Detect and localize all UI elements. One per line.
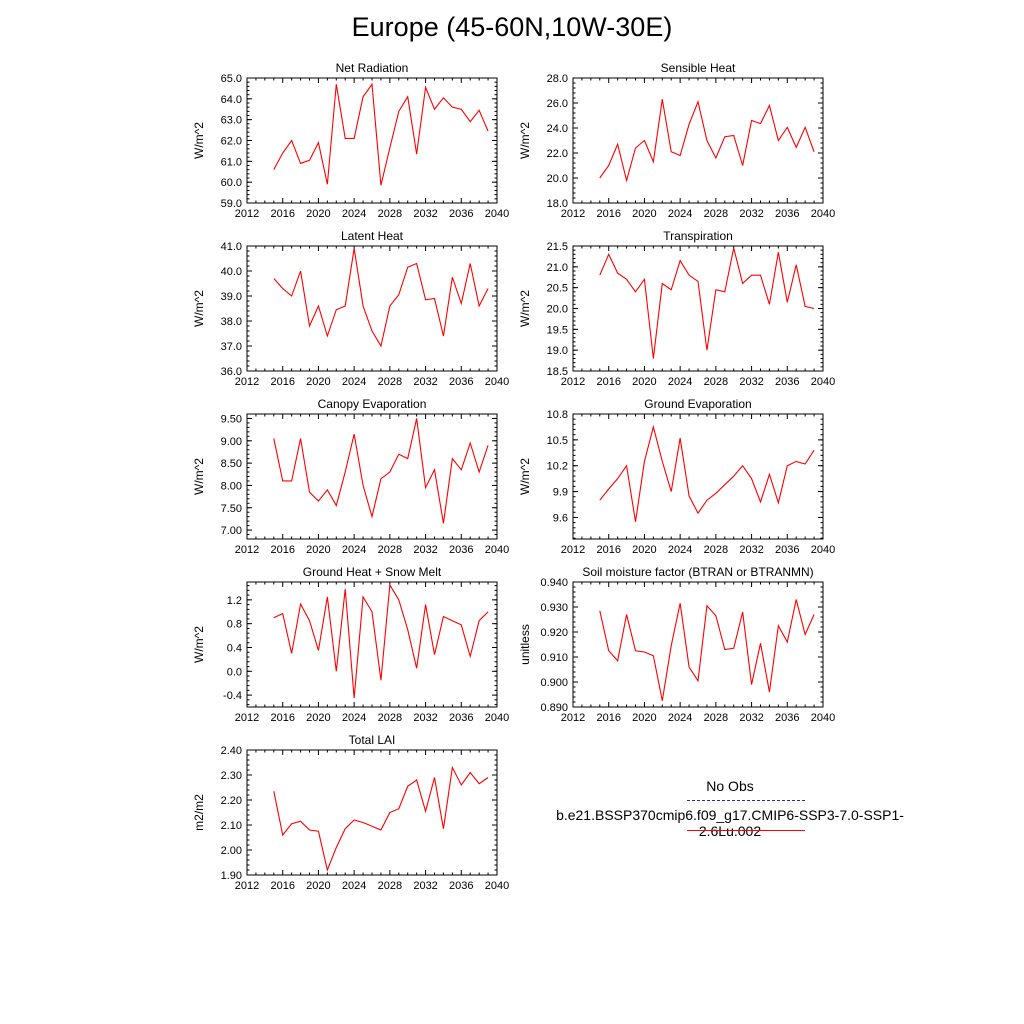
- legend-obs-label: No Obs: [706, 778, 754, 794]
- panel-4-ytick-label: 21.0: [546, 261, 568, 274]
- panel-4-ylabel: W/m^2: [518, 290, 532, 327]
- panel-2-xtick-label: 2032: [739, 208, 764, 220]
- panel-3-series-line: [274, 249, 488, 347]
- panel-2-ytick-label: 20.0: [546, 173, 568, 185]
- panel-9-ytick-label: 2.00: [220, 845, 242, 857]
- panel-2-ytick-label: 22.0: [546, 148, 568, 160]
- panel-7-ylabel: W/m^2: [192, 626, 206, 663]
- panel-5-xtick-label: 2016: [270, 544, 295, 556]
- panel-4-title: Transpiration: [663, 229, 733, 243]
- panel-6-ylabel: W/m^2: [518, 458, 532, 495]
- panel-6-xtick-label: 2032: [739, 544, 764, 556]
- panel-6-ytick-label: 9.9: [552, 486, 568, 499]
- panel-2-title: Sensible Heat: [660, 61, 736, 75]
- panel-6-ytick-label: 10.2: [546, 460, 568, 473]
- panel-7-xtick-label: 2040: [484, 712, 510, 724]
- panel-5-ylabel: W/m^2: [192, 458, 206, 495]
- panel-9-xtick-label: 2012: [234, 880, 260, 892]
- panel-6-xtick-label: 2040: [810, 544, 836, 556]
- panel-8-xtick-label: 2024: [667, 712, 693, 724]
- panel-2-ytick-label: 28.0: [546, 73, 568, 85]
- panel-1-xtick-label: 2020: [306, 208, 331, 220]
- panel-5-xtick-label: 2032: [413, 544, 438, 556]
- panel-3-title: Latent Heat: [340, 229, 404, 243]
- panel-5-ytick-label: 7.50: [220, 502, 242, 515]
- panel-7-ytick-label: 0.0: [226, 666, 242, 679]
- panel-8-ytick-label: 0.940: [540, 577, 568, 589]
- panel-2-ytick-label: 24.0: [546, 123, 568, 135]
- panel-9-xtick-label: 2036: [449, 880, 474, 892]
- panel-3-ytick-label: 36.0: [220, 366, 242, 378]
- panel-2-xtick-label: 2020: [632, 208, 657, 220]
- panel-9-xtick-label: 2028: [377, 880, 403, 892]
- panel-1-ytick-label: 60.0: [220, 177, 242, 190]
- panel-8-plot-frame: [573, 582, 823, 707]
- panel-2-xtick-label: 2016: [596, 208, 621, 220]
- panel-3-ytick-label: 40.0: [220, 266, 242, 278]
- panel-8-series-line: [600, 600, 814, 701]
- panel-9-ytick-label: 2.30: [220, 770, 242, 782]
- panel-9-xtick-label: 2020: [306, 880, 331, 892]
- panel-1-ytick-label: 62.0: [220, 135, 242, 148]
- panel-7-xtick-label: 2012: [234, 712, 260, 724]
- panel-8-xtick-label: 2032: [739, 712, 764, 724]
- panel-8-ytick-label: 0.920: [540, 627, 568, 639]
- panel-7-series-line: [274, 585, 488, 698]
- panel-2-ylabel: W/m^2: [518, 122, 532, 159]
- panel-4-ytick-label: 21.5: [546, 241, 568, 253]
- panel-7-ytick-label: 0.8: [226, 618, 242, 631]
- panel-3-ylabel: W/m^2: [192, 290, 206, 327]
- panel-8-xtick-label: 2016: [596, 712, 621, 724]
- panel-8-xtick-label: 2028: [703, 712, 729, 724]
- panel-5-title: Canopy Evaporation: [317, 397, 427, 411]
- panel-3-plot-frame: [247, 246, 497, 371]
- panel-8-xtick-label: 2020: [632, 712, 657, 724]
- panel-9-xtick-label: 2016: [270, 880, 295, 892]
- panel-7-plot-frame: [247, 582, 497, 707]
- panel-4-xtick-label: 2020: [632, 376, 657, 388]
- panel-6-xtick-label: 2016: [596, 544, 621, 556]
- panel-5-xtick-label: 2020: [306, 544, 331, 556]
- panel-4-plot-frame: [573, 246, 823, 371]
- panel-6-ytick-label: 10.8: [546, 409, 568, 421]
- panel-3-ytick-label: 38.0: [220, 316, 242, 328]
- panel-4-xtick-label: 2028: [703, 376, 729, 388]
- panel-6-xtick-label: 2020: [632, 544, 657, 556]
- panel-4-ytick-label: 19.0: [546, 345, 568, 358]
- panel-4-ytick-label: 20.0: [546, 303, 568, 316]
- legend-obs-line: [687, 800, 805, 801]
- panel-3-xtick-label: 2040: [484, 376, 510, 388]
- panel-1-xtick-label: 2040: [484, 208, 510, 220]
- panel-4-xtick-label: 2040: [810, 376, 836, 388]
- panel-9-xtick-label: 2032: [413, 880, 438, 892]
- panel-2-xtick-label: 2028: [703, 208, 729, 220]
- panel-6-xtick-label: 2012: [560, 544, 586, 556]
- panel-4-ytick-label: 19.5: [546, 324, 568, 337]
- panel-5-ytick-label: 9.00: [220, 435, 242, 448]
- panel-7-xtick-label: 2016: [270, 712, 295, 724]
- panel-7-xtick-label: 2020: [306, 712, 331, 724]
- panel-3-ytick-label: 41.0: [220, 241, 242, 253]
- panel-1-xtick-label: 2036: [449, 208, 474, 220]
- panel-9-ytick-label: 2.10: [220, 820, 242, 832]
- panel-9-ytick-label: 2.40: [220, 745, 242, 757]
- panel-3-ytick-label: 39.0: [220, 291, 242, 303]
- figure-title: Europe (45-60N,10W-30E): [351, 12, 673, 42]
- panel-5-xtick-label: 2024: [341, 544, 367, 556]
- panel-4-series-line: [600, 248, 814, 358]
- panel-1-series-line: [274, 84, 488, 185]
- panel-5-xtick-label: 2012: [234, 544, 260, 556]
- panel-8-ytick-label: 0.890: [540, 702, 568, 714]
- panel-9-xtick-label: 2024: [341, 880, 367, 892]
- panel-4-xtick-label: 2016: [596, 376, 621, 388]
- panel-2-plot-frame: [573, 78, 823, 203]
- panel-3-xtick-label: 2016: [270, 376, 295, 388]
- panel-5-xtick-label: 2040: [484, 544, 510, 556]
- panel-2-series-line: [600, 99, 814, 180]
- panel-5-ytick-label: 9.50: [220, 413, 242, 426]
- panel-2-xtick-label: 2040: [810, 208, 836, 220]
- panel-6-xtick-label: 2024: [667, 544, 693, 556]
- panel-8-title: Soil moisture factor (BTRAN or BTRANMN): [582, 565, 814, 579]
- panel-7-ytick-label: -0.4: [223, 690, 242, 703]
- panel-3-ytick-label: 37.0: [220, 341, 242, 353]
- panel-2-xtick-label: 2036: [775, 208, 800, 220]
- panel-5-xtick-label: 2036: [449, 544, 474, 556]
- panel-1-xtick-label: 2024: [341, 208, 367, 220]
- panel-8-xtick-label: 2036: [775, 712, 800, 724]
- panel-9-series-line: [274, 768, 488, 871]
- panel-1-xtick-label: 2032: [413, 208, 438, 220]
- panel-1-ylabel: W/m^2: [192, 122, 206, 159]
- panel-4-xtick-label: 2012: [560, 376, 586, 388]
- panel-7-xtick-label: 2032: [413, 712, 438, 724]
- panel-1-ytick-label: 59.0: [220, 198, 242, 210]
- panel-3-xtick-label: 2028: [377, 376, 403, 388]
- panel-6-ytick-label: 10.5: [546, 434, 568, 447]
- panel-5-ytick-label: 7.00: [220, 525, 242, 538]
- panel-4-xtick-label: 2036: [775, 376, 800, 388]
- panel-5-xtick-label: 2028: [377, 544, 403, 556]
- panel-9-ytick-label: 2.20: [220, 795, 242, 807]
- panel-6-ytick-label: 9.6: [552, 512, 568, 525]
- panel-7-xtick-label: 2036: [449, 712, 474, 724]
- panel-4-xtick-label: 2024: [667, 376, 693, 388]
- panel-4-ytick-label: 20.5: [546, 282, 568, 295]
- panel-1-xtick-label: 2028: [377, 208, 403, 220]
- panel-6-xtick-label: 2036: [775, 544, 800, 556]
- panel-6-xtick-label: 2028: [703, 544, 729, 556]
- panel-1-plot-frame: [247, 78, 497, 203]
- panel-3-xtick-label: 2036: [449, 376, 474, 388]
- panel-8-xtick-label: 2012: [560, 712, 586, 724]
- panel-8-xtick-label: 2040: [810, 712, 836, 724]
- panel-8-ylabel: unitless: [518, 624, 532, 665]
- panel-3-xtick-label: 2032: [413, 376, 438, 388]
- panel-7-xtick-label: 2028: [377, 712, 403, 724]
- panel-6-series-line: [600, 427, 814, 522]
- panel-5-ytick-label: 8.50: [220, 458, 242, 471]
- panel-8-ytick-label: 0.910: [540, 652, 568, 664]
- panel-1-ytick-label: 63.0: [220, 114, 242, 127]
- panel-1-title: Net Radiation: [335, 61, 409, 75]
- panel-5-series-line: [274, 418, 488, 523]
- panel-7-ytick-label: 0.4: [226, 642, 242, 655]
- panel-7-ytick-label: 1.2: [226, 594, 242, 607]
- panel-4-ytick-label: 18.5: [546, 366, 568, 378]
- panel-8-ytick-label: 0.900: [540, 677, 568, 689]
- panel-1-ytick-label: 64.0: [220, 93, 242, 106]
- legend-model-line: [687, 830, 805, 831]
- panel-9-ytick-label: 1.90: [220, 870, 242, 882]
- panel-8-ytick-label: 0.930: [540, 602, 568, 614]
- panel-2-ytick-label: 18.0: [546, 198, 568, 210]
- panel-3-xtick-label: 2012: [234, 376, 260, 388]
- panel-9-xtick-label: 2040: [484, 880, 510, 892]
- panel-6-title: Ground Evaporation: [644, 397, 752, 411]
- panel-9-ylabel: m2/m2: [192, 794, 206, 831]
- panel-2-xtick-label: 2024: [667, 208, 693, 220]
- panel-9-title: Total LAI: [348, 733, 396, 747]
- panel-3-xtick-label: 2020: [306, 376, 331, 388]
- legend-model-label: b.e21.BSSP370cmip6.f09_g17.CMIP6-SSP3-7.0-SSP1-2.6Lu.002: [556, 807, 904, 839]
- panel-5-plot-frame: [247, 414, 497, 539]
- panel-1-ytick-label: 65.0: [220, 73, 242, 85]
- panel-1-ytick-label: 61.0: [220, 156, 242, 169]
- panel-5-ytick-label: 8.00: [220, 480, 242, 493]
- panel-3-xtick-label: 2024: [341, 376, 367, 388]
- panel-1-xtick-label: 2016: [270, 208, 295, 220]
- panel-4-xtick-label: 2032: [739, 376, 764, 388]
- panel-1-xtick-label: 2012: [234, 208, 260, 220]
- panel-9-plot-frame: [247, 750, 497, 875]
- panel-7-title: Ground Heat + Snow Melt: [302, 565, 442, 579]
- panel-7-xtick-label: 2024: [341, 712, 367, 724]
- panel-2-ytick-label: 26.0: [546, 98, 568, 110]
- panel-6-plot-frame: [573, 414, 823, 539]
- panel-2-xtick-label: 2012: [560, 208, 586, 220]
